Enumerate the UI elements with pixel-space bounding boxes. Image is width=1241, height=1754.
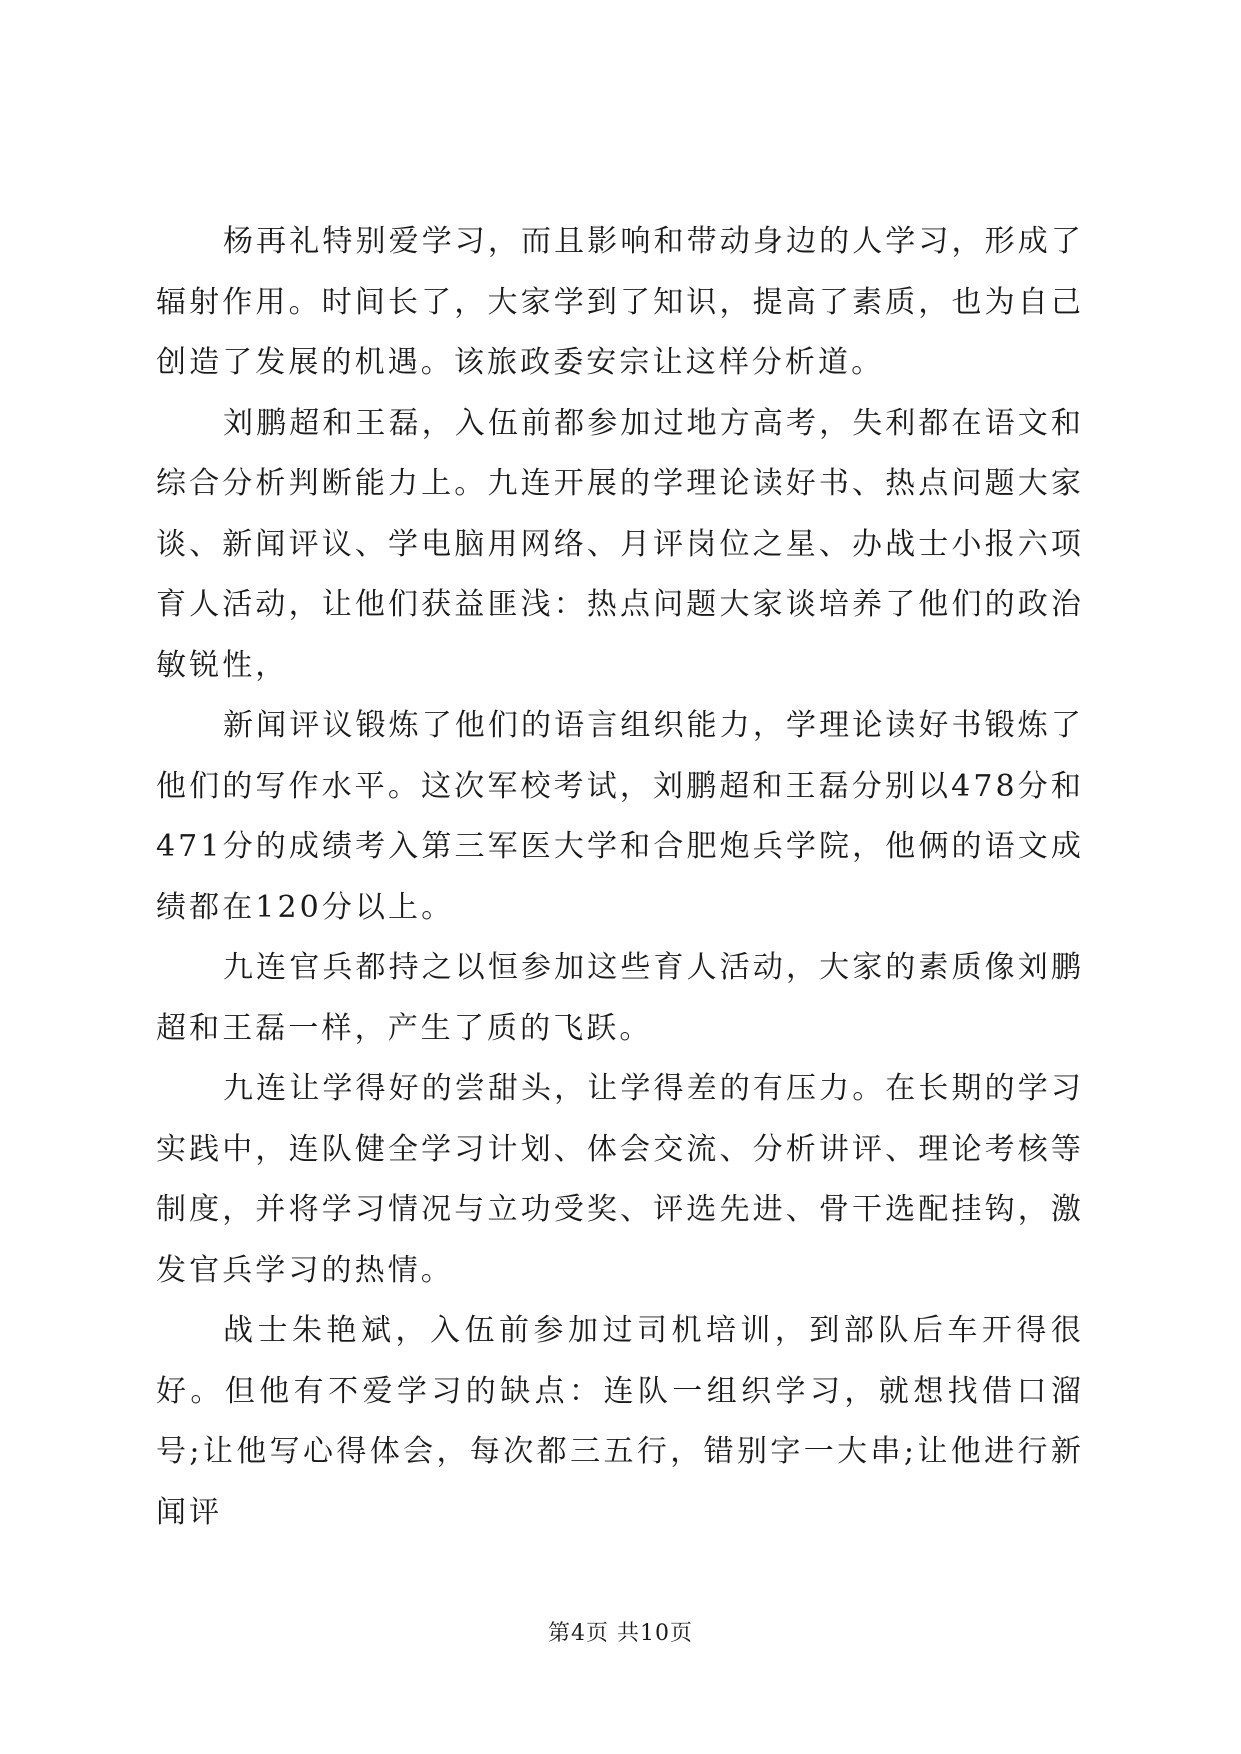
paragraph-3: 新闻评议锻炼了他们的语言组织能力，学理论读好书锻炼了他们的写作水平。这次军校考试，刘鹏超和王磊分别以478分和471分的成绩考入第三军医大学和合肥炮兵学院，他俩的语文成绩都在120分以上。: [156, 708, 1084, 925]
page-number-footer: 第4页 共10页: [548, 1621, 693, 1646]
paragraph-2: 刘鹏超和王磊，入伍前都参加过地方高考，失利都在语文和综合分析判断能力上。九连开展的学理论读好书、热点问题大家谈、新闻评议、学电脑用网络、月评岗位之星、办战士小报六项育人活动，让他们获益匪浅：热点问题大家谈培养了他们的政治敏锐性，: [156, 405, 1084, 683]
paragraph-1: 杨再礼特别爱学习，而且影响和带动身边的人学习，形成了辐射作用。时间长了，大家学到了知识，提高了素质，也为自己创造了发展的机遇。该旅政委安宗让这样分析道。: [156, 224, 1084, 380]
paragraph-6: 战士朱艳斌，入伍前参加过司机培训，到部队后车开得很好。但他有不爱学习的缺点：连队一组织学习，就想找借口溜号;让他写心得体会，每次都三五行，错别字一大串;让他进行新闻评: [156, 1313, 1084, 1530]
paragraph-4: 九连官兵都持之以恒参加这些育人活动，大家的素质像刘鹏超和王磊一样，产生了质的飞跃。: [156, 950, 1084, 1046]
paragraph-5: 九连让学得好的尝甜头，让学得差的有压力。在长期的学习实践中，连队健全学习计划、体会交流、分析讲评、理论考核等制度，并将学习情况与立功受奖、评选先进、骨干选配挂钩，激发官兵学习的热情。: [156, 1071, 1084, 1288]
body-text: [156, 212, 1084, 1543]
